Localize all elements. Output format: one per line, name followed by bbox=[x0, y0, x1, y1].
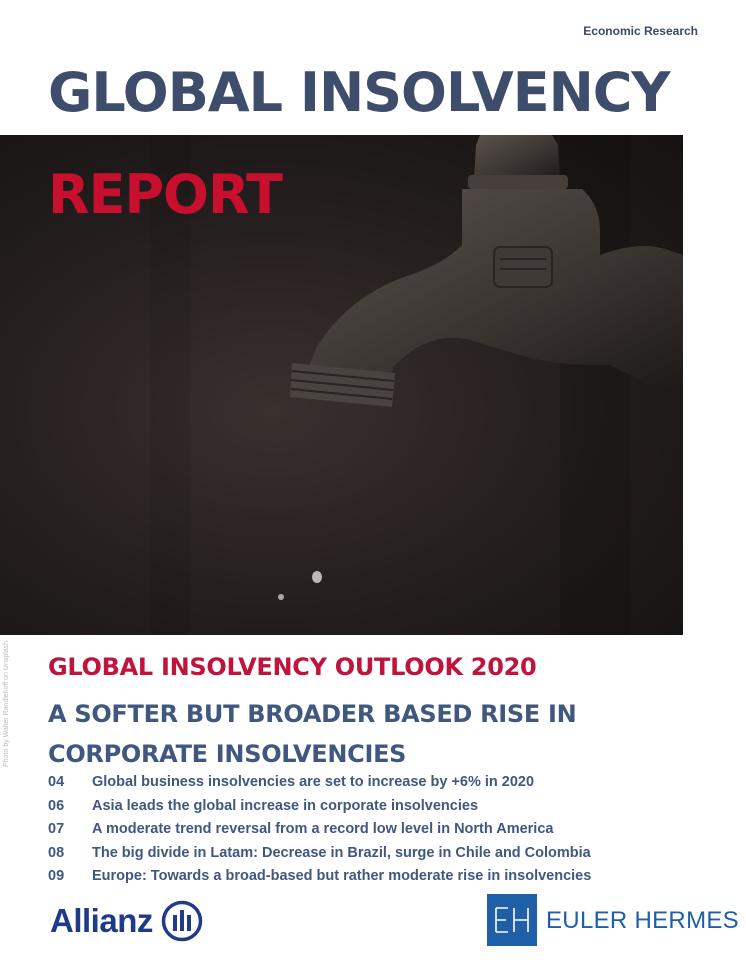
euler-hermes-wordmark: EULER HERMES bbox=[546, 907, 739, 934]
eh-monogram-icon bbox=[492, 905, 532, 935]
toc-page-number: 04 bbox=[48, 774, 65, 790]
toc-item[interactable] bbox=[48, 795, 591, 819]
toc-text: Asia leads the global increase in corporate insolvencies bbox=[92, 797, 479, 814]
toc-page-number: 09 bbox=[48, 868, 65, 884]
allianz-logo bbox=[50, 900, 203, 942]
toc-page-number: 07 bbox=[48, 821, 65, 837]
toc-item[interactable] bbox=[48, 771, 591, 795]
toc-item[interactable] bbox=[48, 842, 591, 866]
toc-text: A moderate trend reversal from a record low level in North America bbox=[92, 821, 554, 837]
euler-hermes-mark bbox=[487, 894, 537, 946]
report-subtitle: REPORT bbox=[48, 163, 282, 226]
photo-credit: Photo by Walter Randlehoff on Unsplash bbox=[3, 640, 10, 767]
toc-text: Europe: Towards a broad-based but rather moderate rise in insolvencies bbox=[92, 868, 592, 884]
header-label: Economic Research bbox=[583, 24, 698, 38]
outlook-heading: GLOBAL INSOLVENCY OUTLOOK 2020 bbox=[48, 653, 537, 681]
outlook-subheading: A SOFTER BUT BROADER BASED RISE IN CORPORATE INSOLVENCIES bbox=[48, 700, 577, 768]
toc-text: The big divide in Latam: Decrease in Brazil, surge in Chile and Colombia bbox=[92, 844, 591, 861]
toc-page-number: 06 bbox=[48, 797, 65, 814]
allianz-wordmark: Allianz bbox=[50, 902, 153, 939]
toc-page-number: 08 bbox=[48, 844, 65, 861]
toc-item[interactable] bbox=[48, 865, 591, 889]
table-of-contents bbox=[48, 771, 591, 889]
allianz-eagle-icon bbox=[161, 900, 203, 942]
toc-text: Global business insolvencies are set to increase by +6% in 2020 bbox=[92, 774, 535, 790]
report-title: GLOBAL INSOLVENCY bbox=[48, 61, 670, 124]
toc-item[interactable] bbox=[48, 818, 591, 842]
